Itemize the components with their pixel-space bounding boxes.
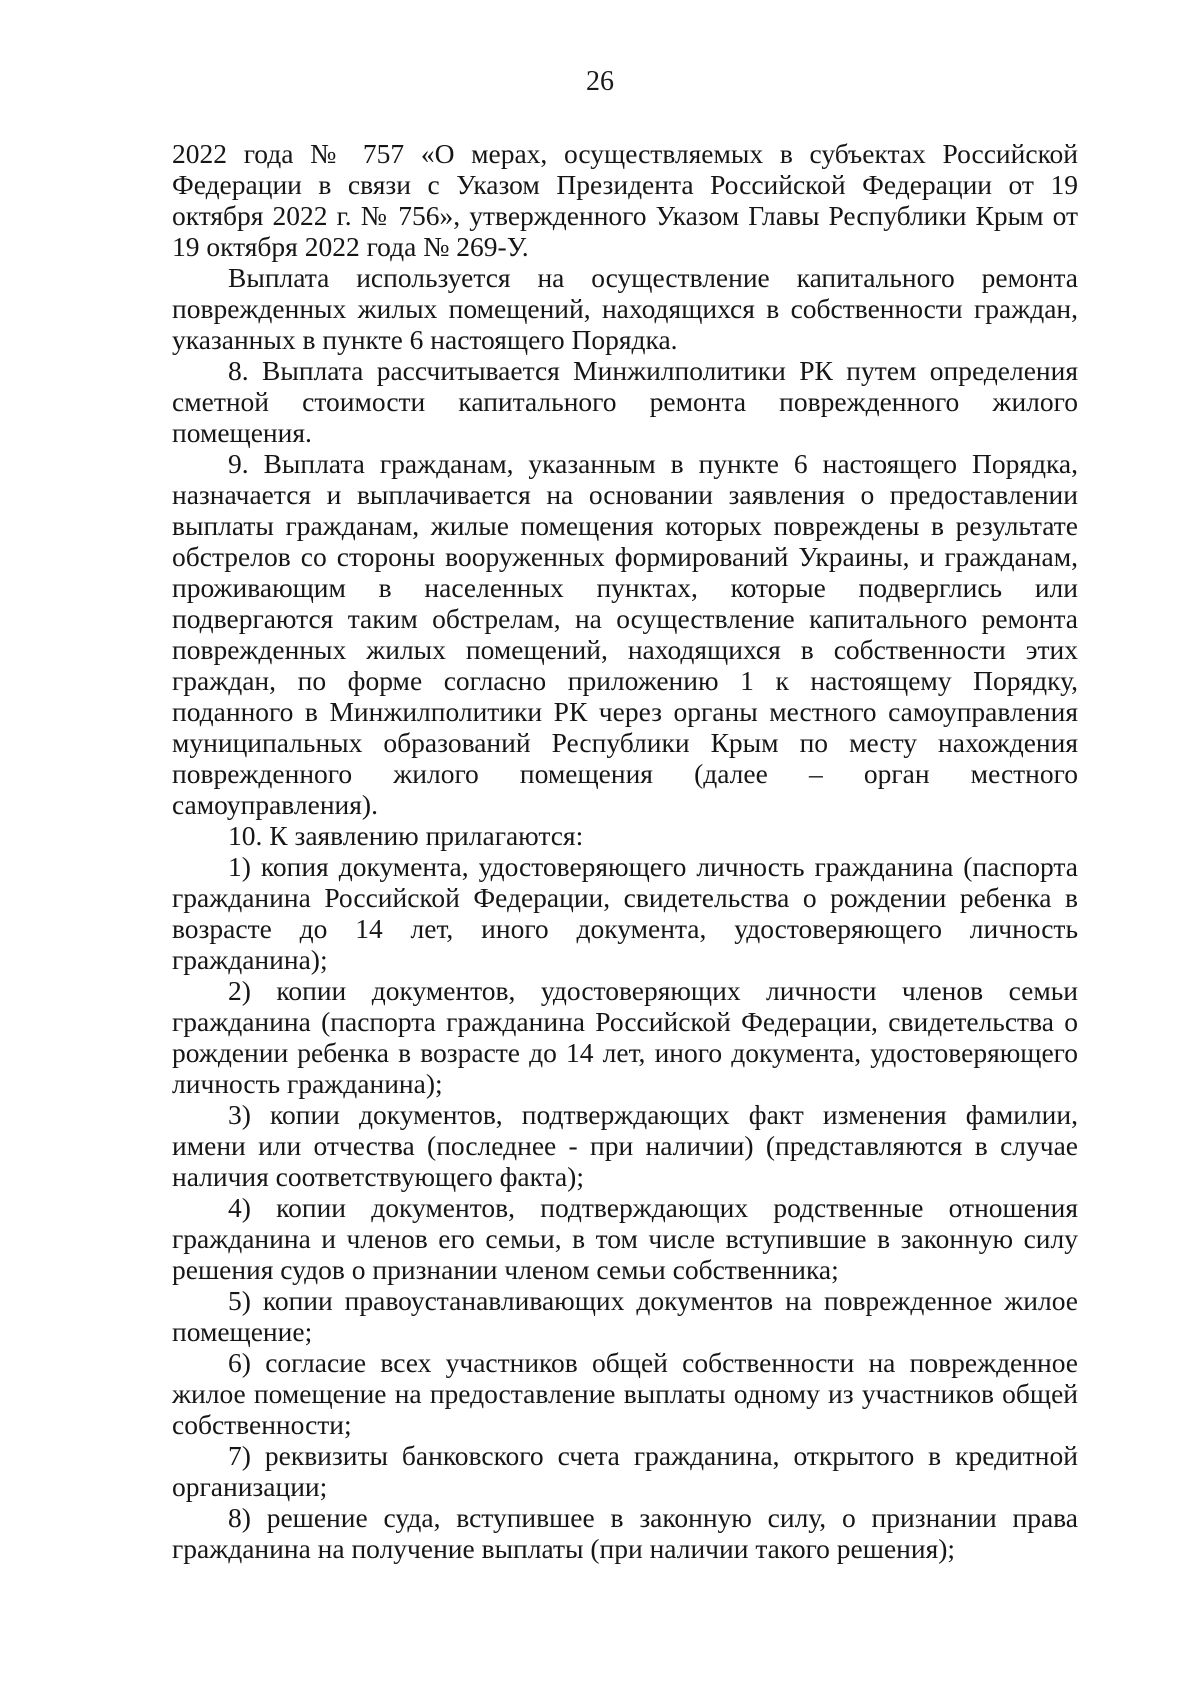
- list-item-6: 6) согласие всех участников общей собственности на поврежденное жилое помещение на предоставление выплаты одному из участников общей собственности;: [172, 1347, 1078, 1440]
- list-item-5: 5) копии правоустанавливающих документов на поврежденное жилое помещение;: [172, 1285, 1078, 1347]
- paragraph-clause-8: 8. Выплата рассчитывается Минжилполитики РК путем определения сметной стоимости капитального ремонта поврежденного жилого помещения.: [172, 355, 1078, 448]
- list-item-7: 7) реквизиты банковского счета гражданина, открытого в кредитной организации;: [172, 1440, 1078, 1502]
- paragraph-clause-10: 10. К заявлению прилагаются:: [228, 820, 584, 851]
- paragraph-clause-9: 9. Выплата гражданам, указанным в пункте 6 настоящего Порядка, назначается и выплачивается на основании заявления о предоставлении выплаты гражданам, жилые помещения которых повреждены в результате обстрелов со стороны вооруженных формирований Украины, и гражданам, проживающим в населенных пунктах, которые подверглись или подвергаются таким обстрелам, на осуществление капитального ремонта поврежденных жилых помещений, находящихся в собственности этих граждан, по форме согласно приложению 1 к настоящему Порядку, поданного в Минжилполитики РК через органы местного самоуправления муниципальных образований Республики Крым по месту нахождения поврежденного жилого помещения (далее – орган местного самоуправления).: [172, 448, 1078, 820]
- paragraph-payment-use: Выплата используется на осуществление капитального ремонта поврежденных жилых помещений, находящихся в собственности граждан, указанных в пункте 6 настоящего Порядка.: [172, 262, 1078, 355]
- paragraph-continuation: 2022 года № 757 «О мерах, осуществляемых в субъектах Российской Федерации в связи с Указом Президента Российской Федерации от 19 октября 2022 г. № 756», утвержденного Указом Главы Республики Крым от 19 октября 2022 года № 269-У.: [172, 138, 1078, 262]
- list-item-2: 2) копии документов, удостоверяющих личности членов семьи гражданина (паспорта гражданина Российской Федерации, свидетельства о рождении ребенка в возрасте до 14 лет, иного документа, удостоверяющего личность гражданина);: [172, 975, 1078, 1099]
- page-number: 26: [586, 66, 614, 97]
- list-item-8: 8) решение суда, вступившее в законную силу, о признании права гражданина на получение выплаты (при наличии такого решения);: [172, 1502, 1078, 1564]
- list-item-4: 4) копии документов, подтверждающих родственные отношения гражданина и членов его семьи, в том числе вступившие в законную силу решения судов о признании членом семьи собственника;: [172, 1192, 1078, 1285]
- document-body: [172, 138, 1078, 1564]
- list-item-3: 3) копии документов, подтверждающих факт изменения фамилии, имени или отчества (последнее - при наличии) (представляются в случае наличия соответствующего факта);: [172, 1099, 1078, 1192]
- list-item-1: 1) копия документа, удостоверяющего личность гражданина (паспорта гражданина Российской Федерации, свидетельства о рождении ребенка в возрасте до 14 лет, иного документа, удостоверяющего личность гражданина);: [172, 851, 1078, 975]
